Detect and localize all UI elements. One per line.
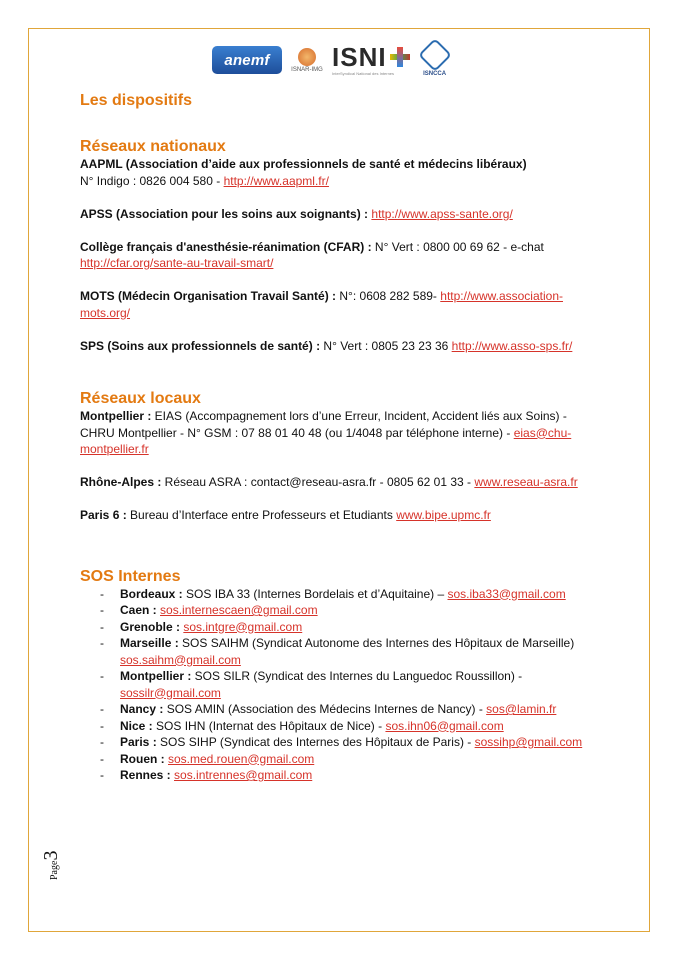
montpellier-link-cont[interactable]: montpellier.fr bbox=[80, 442, 149, 456]
list-item: - Nancy : SOS AMIN (Association des Médecins Internes de Nancy) - sos@lamin.fr bbox=[100, 702, 557, 716]
sos-email-link[interactable]: sossilr@gmail.com bbox=[120, 685, 221, 700]
sos-email-link[interactable]: sossihp@gmail.com bbox=[474, 735, 583, 749]
page-number bbox=[36, 836, 60, 886]
mots-link-cont[interactable]: mots.org/ bbox=[80, 305, 131, 320]
mots-line bbox=[80, 288, 600, 305]
sos-text: SOS SILR (Syndicat des Internes du Languedoc Roussillon) - bbox=[194, 669, 523, 683]
sos-city: Rennes : bbox=[120, 768, 175, 782]
list-item: - Grenoble : sos.intgre@gmail.com bbox=[100, 619, 303, 634]
apss-line bbox=[80, 206, 600, 223]
sos-text: SOS IBA 33 (Internes Bordelais et d’Aquitaine) – bbox=[186, 586, 448, 601]
list-item: - Bordeaux : SOS IBA 33 (Internes Bordelais et d’Aquitaine) – sos.iba33@gmail.com bbox=[100, 586, 566, 601]
isni-logo bbox=[332, 44, 410, 76]
list-item: - Nice : SOS IHN (Internat des Hôpitaux de Nice) - sos.ihn06@gmail.com bbox=[100, 718, 504, 733]
anemf-logo-text: anemf bbox=[224, 51, 270, 69]
sos-city: Rouen : bbox=[120, 751, 168, 766]
sos-email-link[interactable]: sos.internescaen@gmail.com bbox=[160, 603, 318, 617]
sps-text: N° Vert : 0805 23 23 36 bbox=[323, 338, 452, 353]
sos-text: SOS AMIN (Association des Médecins Internes de Nancy) - bbox=[166, 702, 487, 716]
isncca-logo-text: ISNCCA bbox=[423, 71, 447, 77]
isncca-logo-mark bbox=[418, 38, 452, 72]
sos-city: Caen : bbox=[120, 603, 161, 617]
anemf-logo bbox=[212, 46, 282, 74]
cfar-line bbox=[80, 239, 600, 256]
apss-link[interactable]: http://www.apss-sante.org/ bbox=[371, 206, 513, 221]
cfar-link-line bbox=[80, 255, 600, 272]
paris6-title: Paris 6 : bbox=[80, 508, 131, 522]
header-logos bbox=[212, 40, 472, 80]
mots-text: N°: 0608 282 589- bbox=[339, 289, 441, 303]
sos-text: SOS IHN (Internat des Hôpitaux de Nice) - bbox=[156, 718, 386, 733]
montpellier-line3 bbox=[80, 441, 600, 458]
sos-email-link[interactable]: sos@lamin.fr bbox=[486, 702, 557, 716]
sos-city: Nice : bbox=[120, 718, 157, 733]
sos-city: Nancy : bbox=[120, 702, 167, 716]
isnar-logo-mark bbox=[298, 48, 316, 66]
cfar-text: N° Vert : 0800 00 69 62 - e-chat bbox=[374, 239, 544, 254]
list-item: - Caen : sos.internescaen@gmail.com bbox=[100, 603, 318, 617]
sos-email-link[interactable]: sos.intgre@gmail.com bbox=[183, 619, 303, 634]
list-item: - Rouen : sos.med.rouen@gmail.com bbox=[100, 751, 315, 766]
sos-email-link[interactable]: sos.intrennes@gmail.com bbox=[174, 768, 313, 782]
sos-city: Bordeaux : bbox=[120, 586, 187, 601]
sps-link[interactable]: http://www.asso-sps.fr/ bbox=[451, 338, 573, 353]
rhone-alpes-link[interactable]: www.reseau-asra.fr bbox=[474, 475, 578, 489]
montpellier-link[interactable]: eias@chu- bbox=[513, 425, 572, 440]
isnar-logo-text: ISNAR-IMG bbox=[291, 66, 323, 73]
sos-text: SOS SAIHM (Syndicat Autonome des Internes des Hôpitaux de Marseille) bbox=[182, 636, 575, 650]
section-heading-locaux: Réseaux locaux bbox=[80, 390, 201, 407]
mots-link[interactable]: http://www.association- bbox=[440, 289, 563, 303]
sos-city: Montpellier : bbox=[120, 669, 195, 683]
sps-line bbox=[80, 338, 600, 355]
paris6-line bbox=[80, 507, 600, 524]
aapml-phone: N° Indigo : 0826 004 580 - bbox=[80, 173, 224, 188]
sos-list bbox=[80, 586, 600, 784]
cfar-link[interactable]: http://cfar.org/sante-au-travail-smart/ bbox=[80, 256, 274, 270]
rhone-alpes-line bbox=[80, 474, 600, 491]
isni-logo-text: ISNI bbox=[332, 42, 387, 72]
mots-link-line bbox=[80, 305, 600, 322]
montpellier-title: Montpellier : bbox=[80, 409, 155, 423]
sos-city: Grenoble : bbox=[120, 619, 184, 634]
montpellier-line bbox=[80, 408, 600, 425]
isnar-logo bbox=[290, 43, 324, 77]
aapml-link[interactable]: http://www.aapml.fr/ bbox=[223, 173, 329, 188]
montpellier-text1: EIAS (Accompagnement lors d’une Erreur, Incident, Accident liés aux Soins) - bbox=[154, 409, 567, 423]
list-item: - Rennes : sos.intrennes@gmail.com bbox=[100, 768, 313, 782]
mots-title: MOTS (Médecin Organisation Travail Santé) : bbox=[80, 289, 340, 303]
isni-logo-subtitle: InterSyndical National des Internes bbox=[332, 71, 395, 76]
cfar-title: Collège français d'anesthésie-réanimation (CFAR) : bbox=[80, 239, 375, 254]
sos-email-link[interactable]: sos.iba33@gmail.com bbox=[447, 586, 566, 601]
rhone-alpes-title: Rhône-Alpes : bbox=[80, 475, 165, 489]
page-number-value: 3 bbox=[40, 850, 62, 861]
rhone-alpes-text: Réseau ASRA : contact@reseau-asra.fr - 0805 62 01 33 - bbox=[164, 475, 475, 489]
paris6-text: Bureau d’Interface entre Professeurs et Etudiants bbox=[130, 508, 397, 522]
list-item: - Marseille : SOS SAIHM (Syndicat Autonome des Internes des Hôpitaux de Marseille) sos.saihm@gmail.com bbox=[100, 636, 575, 667]
sps-title: SPS (Soins aux professionnels de santé) : bbox=[80, 338, 324, 353]
page-label: Page bbox=[49, 860, 60, 880]
page-title: Les dispositifs bbox=[80, 92, 193, 109]
sos-city: Paris : bbox=[120, 735, 161, 749]
document-body bbox=[80, 92, 600, 784]
sos-city: Marseille : bbox=[120, 636, 183, 650]
paris6-link[interactable]: www.bipe.upmc.fr bbox=[396, 508, 491, 522]
sos-email-link[interactable]: sos.med.rouen@gmail.com bbox=[168, 751, 315, 766]
apss-title: APSS (Association pour les soins aux soignants) : bbox=[80, 206, 372, 221]
aapml-line bbox=[80, 173, 600, 190]
aapml-title: AAPML (Association d’aide aux professionnels de santé et médecins libéraux) bbox=[80, 157, 527, 171]
sos-text: SOS SIHP (Syndicat des Internes des Hôpitaux de Paris) - bbox=[160, 735, 475, 749]
isni-plus-icon bbox=[390, 47, 410, 67]
montpellier-text2: CHRU Montpellier - N° GSM : 07 88 01 40 48 (ou 1/4048 par téléphone interne) - bbox=[80, 425, 514, 440]
list-item: - Paris : SOS SIHP (Syndicat des Internes des Hôpitaux de Paris) - sossihp@gmail.com bbox=[100, 735, 583, 749]
montpellier-line2 bbox=[80, 425, 600, 442]
section-heading-nationaux: Réseaux nationaux bbox=[80, 138, 226, 155]
sos-email-link[interactable]: sos.ihn06@gmail.com bbox=[385, 718, 504, 733]
list-item: - Montpellier : SOS SILR (Syndicat des Internes du Languedoc Roussillon) - sossilr@gmail.com bbox=[100, 669, 523, 700]
section-heading-sos: SOS Internes bbox=[80, 567, 181, 585]
sos-email-link[interactable]: sos.saihm@gmail.com bbox=[120, 652, 241, 667]
isncca-logo bbox=[418, 43, 452, 77]
